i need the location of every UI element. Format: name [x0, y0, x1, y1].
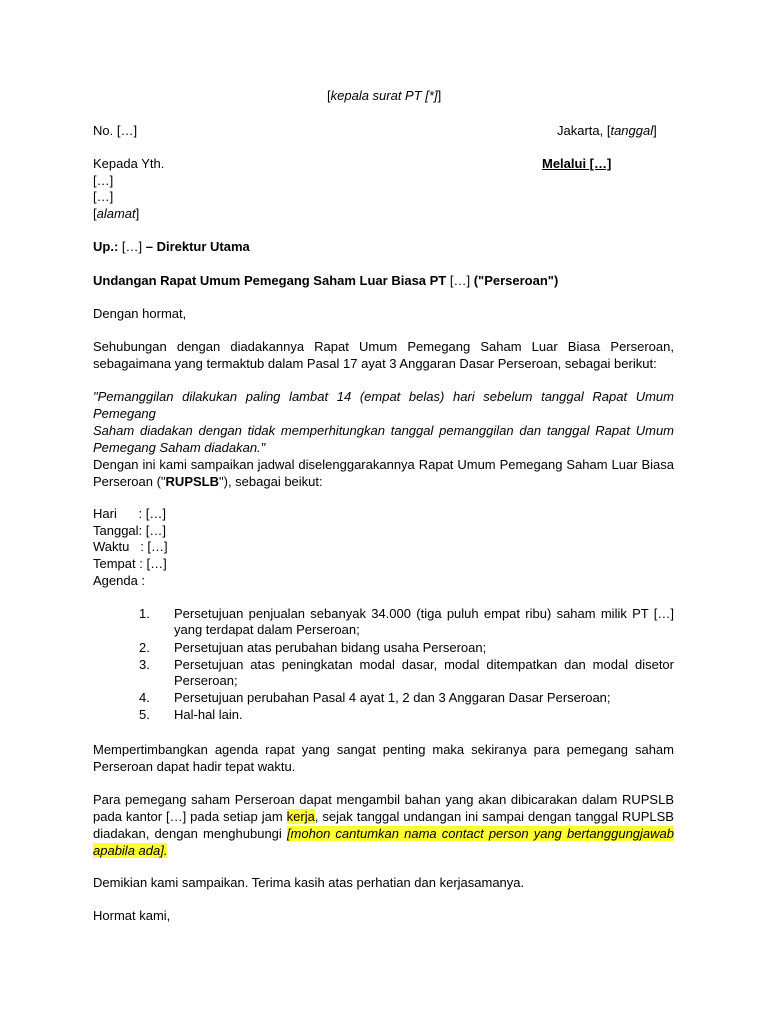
agenda-item: Hal-hal lain. — [174, 707, 243, 722]
subject-line: Undangan Rapat Umum Pemegang Saham Luar Biasa PT […] ("Perseroan") — [93, 273, 559, 288]
schedule-day: Hari : […] — [93, 506, 166, 521]
recipient-line-2: […] — [93, 189, 114, 204]
salutation: Dengan hormat, — [93, 306, 187, 321]
agenda-item-number: 5. — [139, 707, 150, 722]
recipient-address: [alamat] — [93, 206, 140, 221]
agenda-item-number: 1. — [139, 606, 150, 621]
agenda-item-number: 4. — [139, 690, 150, 705]
letter-number: No. […] — [93, 123, 138, 138]
agenda-item: Persetujuan atas peningkatan modal dasar, modal ditempatkan dan modal disetor Perseroan; — [174, 657, 674, 688]
letterhead: [kepala surat PT [*]] — [327, 88, 442, 103]
paragraph-schedule: Dengan ini kami sampaikan jadwal diselenggarakannya Rapat Umum Pemegang Saham Luar Biasa Perseroan ("RUPSLB"), sebagai beikut: — [93, 457, 674, 489]
agenda-item: Persetujuan penjualan sebanyak 34.000 (tiga puluh empat ribu) saham milik PT […] yang terdapat dalam Perseroan; — [174, 606, 674, 637]
place-date: Jakarta, [tanggal] — [557, 123, 657, 138]
recipient-via: Melalui […] — [542, 156, 612, 171]
highlighted-contact-note: [mohon cantumkan nama contact person yang bertanggungjawab — [286, 826, 674, 841]
attention-line: Up.: […] – Direktur Utama — [93, 239, 250, 254]
schedule-agenda-label: Agenda : — [93, 573, 146, 588]
recipient-line-1: […] — [93, 173, 114, 188]
article-quote: "Pemanggilan dilakukan paling lambat 14 (empat belas) hari sebelum tanggal Rapat Umum Pemegang Saham diadakan dengan tidak memperhitungkan tanggal pemanggilan dan tanggal Rapat Umum Pemegang Saham diadakan." — [93, 389, 674, 455]
recipient-to: Kepada Yth. — [93, 156, 165, 171]
agenda-item: Persetujuan atas perubahan bidang usaha Perseroan; — [174, 640, 487, 655]
schedule-place: Tempat : […] — [93, 556, 167, 571]
paragraph-intro: Sehubungan dengan diadakannya Rapat Umum Pemegang Saham Luar Biasa Perseroan, sebagaimana yang termaktub dalam Pasal 17 ayat 3 Anggaran Dasar Perseroan, sebagai berikut: — [93, 339, 674, 371]
highlighted-contact-note-end: apabila ada]. — [93, 843, 168, 858]
signoff: Hormat kami, — [93, 908, 171, 923]
closing-sentence: Demikian kami sampaikan. Terima kasih atas perhatian dan kerjasamanya. — [93, 875, 525, 890]
agenda-item-number: 3. — [139, 657, 150, 672]
paragraph-attendance: Mempertimbangkan agenda rapat yang sangat penting maka sekiranya para pemegang saham Perseroan dapat hadir tepat waktu. — [93, 742, 674, 774]
agenda-item-number: 2. — [139, 640, 150, 655]
highlighted-text: kerja — [286, 809, 315, 824]
schedule-date: Tanggal: […] — [93, 523, 166, 538]
paragraph-materials: Para pemegang saham Perseroan dapat mengambil bahan yang akan dibicarakan dalam RUPSLB pada kantor […] pada setiap jam kerja, sejak tanggal undangan ini sampai dengan tanggal RUPLSB diadakan, dengan menghubungi [mohon cantumkan nama contact person yang bertanggungjawab apabila ada]. — [93, 792, 674, 858]
agenda-item: Persetujuan perubahan Pasal 4 ayat 1, 2 dan 3 Anggaran Dasar Perseroan; — [174, 690, 611, 705]
schedule-time: Waktu : […] — [93, 539, 168, 554]
